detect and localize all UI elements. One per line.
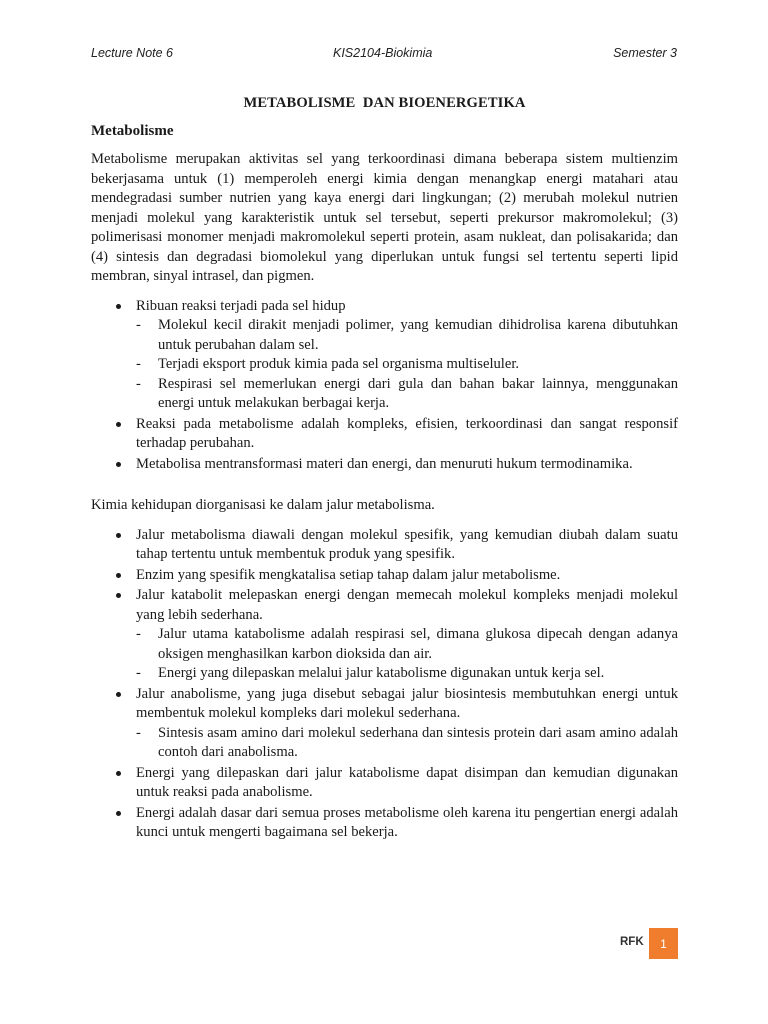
page-number-badge: 1 — [649, 928, 678, 959]
sub-list-item-text: Jalur utama katabolisme adalah respirasi sel, dimana glukosa dipecah dengan adanya oksigen menghasilkan karbon dioksida dan air. — [158, 626, 678, 662]
bullet-icon — [116, 422, 121, 427]
dash-icon: - — [136, 665, 141, 681]
dash-icon: - — [136, 626, 141, 642]
sub-list-item — [136, 724, 678, 763]
bullet-icon — [116, 593, 121, 598]
list-item — [91, 804, 678, 843]
section-heading: Metabolisme — [91, 122, 174, 139]
header-course-code: KIS2104-Biokimia — [333, 46, 433, 60]
list-item-text: Reaksi pada metabolisme adalah kompleks, efisien, terkoordinasi dan sangat responsif terhadap perubahan. — [136, 415, 678, 451]
list-item — [91, 415, 678, 454]
bullet-icon — [116, 811, 121, 816]
footer-author-label: RFK — [620, 936, 644, 948]
dash-icon: - — [136, 317, 141, 333]
list-item — [91, 764, 678, 803]
list-item-text: Energi yang dilepaskan dari jalur katabolisme dapat disimpan dan kemudian digunakan untuk reaksi pada anabolisme. — [136, 764, 678, 800]
list-item-text: Enzim yang spesifik mengkatalisa setiap tahap dalam jalur metabolisme. — [136, 566, 561, 583]
bullet-list-2 — [91, 526, 678, 843]
document-body — [91, 94, 678, 853]
paragraph-metabolic-pathways: Kimia kehidupan diorganisasi ke dalam jalur metabolisma. — [91, 497, 435, 513]
bullet-icon — [116, 573, 121, 578]
list-item — [91, 566, 678, 586]
sub-list — [136, 316, 678, 414]
sub-list-item — [136, 355, 678, 375]
sub-list-item-text: Terjadi eksport produk kimia pada sel organisma multiseluler. — [158, 356, 520, 372]
list-item — [91, 526, 678, 565]
list-item — [91, 685, 678, 763]
list-item-text: Ribuan reaksi terjadi pada sel hidup — [136, 297, 346, 314]
list-item-text: Jalur katabolit melepaskan energi dengan memecah molekul kompleks menjadi molekul yang lebih sederhana. — [136, 587, 678, 623]
bullet-icon — [116, 533, 121, 538]
sub-list-item — [136, 625, 678, 664]
sub-list-item-text: Energi yang dilepaskan melalui jalur katabolisme digunakan untuk kerja sel. — [158, 665, 605, 681]
sub-list-item-text: Respirasi sel memerlukan energi dari gula dan bahan bakar lainnya, menggunakan energi untuk melakukan berbagai kerja. — [158, 375, 678, 411]
bullet-icon — [116, 692, 121, 697]
dash-icon: - — [136, 724, 141, 741]
dash-icon: - — [136, 375, 141, 392]
sub-list-item — [136, 316, 678, 355]
list-item-text: Jalur anabolisme, yang juga disebut sebagai jalur biosintesis membutuhkan energi untuk membentuk molekul kompleks dari molekul sederhana. — [136, 685, 678, 721]
header-lecture-note: Lecture Note 6 — [91, 46, 173, 60]
sub-list-item-text: Sintesis asam amino dari molekul sederhana dan sintesis protein dari asam amino adalah contoh dari anabolisma. — [158, 724, 678, 760]
bullet-list-1 — [91, 297, 678, 475]
bullet-icon — [116, 304, 121, 309]
dash-icon: - — [136, 356, 141, 372]
document-title: METABOLISME DAN BIOENERGETIKA — [243, 95, 526, 111]
list-item — [91, 586, 678, 684]
list-item — [91, 455, 678, 475]
header-semester: Semester 3 — [613, 46, 677, 60]
intro-paragraph: Metabolisme merupakan aktivitas sel yang terkoordinasi dimana beberapa sistem multienzim bekerjasama untuk (1) memperoleh energi kimia dengan menangkap energi matahari atau mendegradasi sumber nutrien yang kaya energi dari lingkungan; (2) merubah molekul nutrien menjadi molekul yang karakteristik untuk sel tersebut, seperti prekursor makromolekul; (3) polimerisasi monomer menjadi makromolekul seperti protein, asam nukleat, dan polisakarida; dan (4) sintesis dan degradasi biomolekul yang diperlukan untuk fungsi sel tertentu seperti lipid membran, sinyal intrasel, dan pigmen. — [91, 151, 678, 284]
sub-list — [136, 724, 678, 763]
sub-list-item — [136, 664, 678, 684]
list-item-text: Jalur metabolisma diawali dengan molekul spesifik, yang kemudian diubah dalam suatu tahap tertentu untuk membentuk produk yang spesifik. — [136, 526, 678, 562]
bullet-icon — [116, 771, 121, 776]
sub-list — [136, 625, 678, 684]
list-item — [91, 297, 678, 414]
sub-list-item-text: Molekul kecil dirakit menjadi polimer, yang kemudian dihidrolisa karena dibutuhkan untuk perubahan dalam sel. — [158, 317, 678, 353]
sub-list-item — [136, 375, 678, 414]
bullet-icon — [116, 462, 121, 467]
list-item-text: Energi adalah dasar dari semua proses metabolisme oleh karena itu pengertian energi adalah kunci untuk mengerti bagaimana sel bekerja. — [136, 804, 678, 840]
list-item-text: Metabolisa mentransformasi materi dan energi, dan menuruti hukum termodinamika. — [136, 455, 633, 472]
